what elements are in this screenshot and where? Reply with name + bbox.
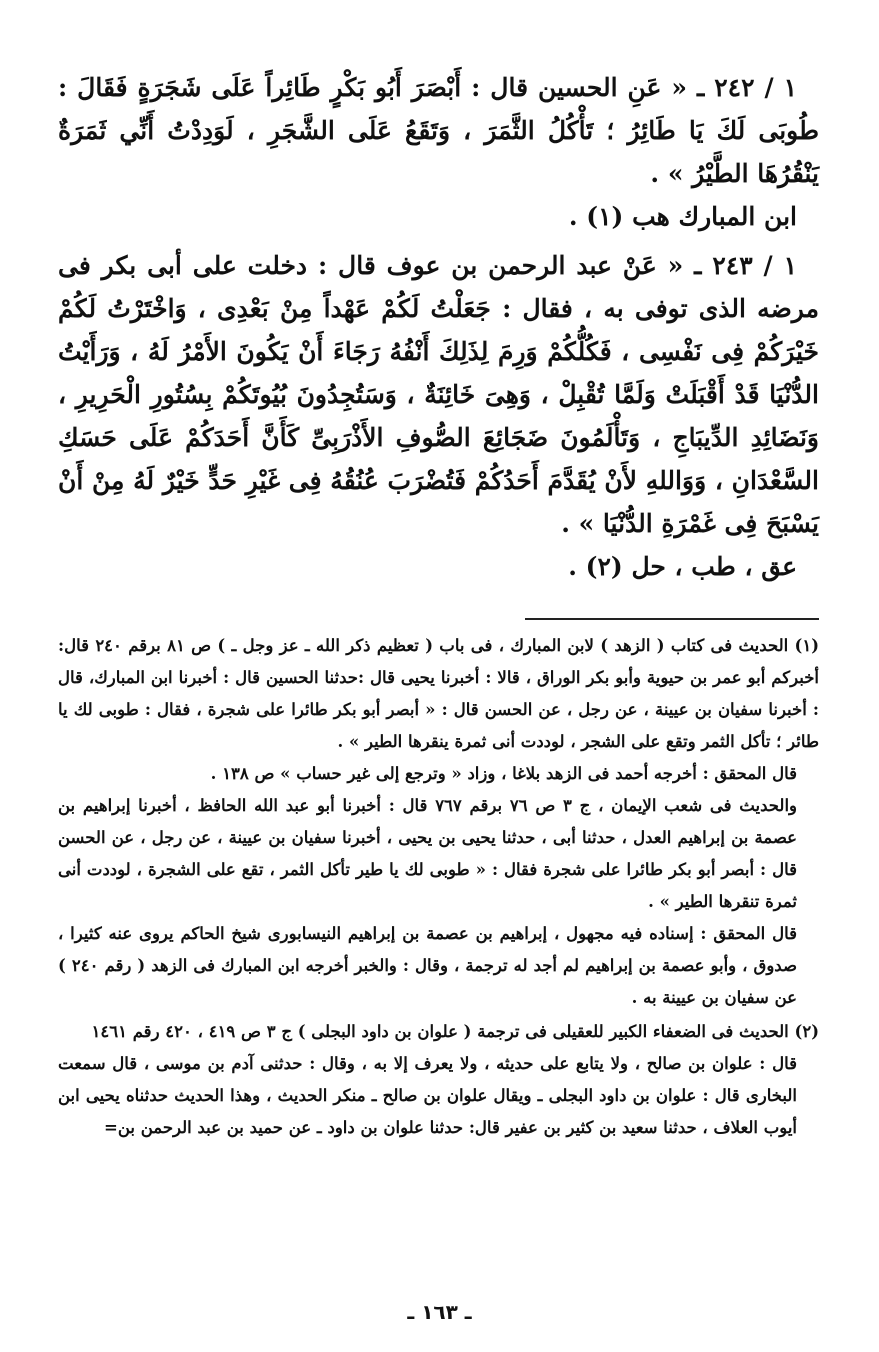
hadith-242: ١ / ٢٤٢ ـ « عَنِ الحسين قال : أَبْصَرَ أَبُو بَكْرٍ طَائِراً عَلَى شَجَرَةٍ فَقَالَ : طُوبَى لَكَ يَا طَائِرُ ؛ تَأْكُلُ الثَّمَرَ ، وَتَقَعُ عَلَى الشَّجَرِ ، لَوَدِدْتُ أَنِّي ثَمَرَةٌ يَنْقُرُهَا الطَّيْرُ » . [58,73,819,188]
footnote-1-para-2: قال المحقق : أخرجه أحمد فى الزهد بلاغا ، وزاد « وترجع إلى غير حساب » ص ١٣٨ . [210,764,797,783]
footnote-2-para-2: قال : علوان بن صالح ، ولا يتابع على حديثه ، ولا يعرف إلا به ، وقال : حدثنى آدم بن موسى ، قال سمعت البخارى قال : علوان بن داود البجلى ـ ويقال علوان بن صالح ـ منكر الحديث ، وهذا الحديث حدثناه يحيى ابن أيوب العلاف ، حدثنا سعيد بن كثير بن عفير قال: حدثنا علوان بن داود ـ عن حميد بن عبد الرحمن بن= [58,1054,797,1137]
footnote-2-text: (٢) الحديث فى الضعفاء الكبير للعقيلى فى ترجمة ( علوان بن داود البجلى ) ج ٣ ص ٤١٩ ، ٤٢٠ رقم ١٤٦١ [91,1022,819,1041]
footnote-1 [58,630,819,1014]
document-page [58,66,819,1352]
footnote-1-para-4: قال المحقق : إسناده فيه مجهول ، إبراهيم بن عصمة بن إبراهيم النيسابورى شيخ الحاكم يروى عنه كثيرا ، صدوق ، وأبو عصمة بن إبراهيم لم أجد له ترجمة ، وقال : والخبر أخرجه ابن المبارك فى الزهد ( رقم ٢٤٠ ) عن سفيان بن عيينة به . [58,924,797,1007]
footnotes [58,630,819,1144]
footnote-separator [525,618,819,620]
footnote-2 [58,1016,819,1144]
hadith-243-source: عق ، طب ، حل (٢) . [568,552,797,581]
page-number: ـ ١٦٣ ـ [407,1300,472,1324]
main-text [58,66,819,588]
footnote-1-text: (١) الحديث فى كتاب ( الزهد ) لابن المبارك ، فى باب ( تعظيم ذكر الله ـ عز وجل ـ ) ص ٨١ برقم ٢٤٠ قال: أخبركم أبو عمر بن حيوية وأبو بكر الوراق ، قالا : أخبرنا يحيى قال :حدثنا الحسين قال : أخبرنا ابن المبارك، قال : أخبرنا سفيان بن عيينة ، عن رجل ، عن الحسن قال : « أبصر أبو بكر طائرا على شجرة ، فقال : طوبى لك يا طائر ؛ تأكل الثمر وتقع على الشجر ، لوددت أنى ثمرة ينقرها الطير » . [58,636,819,751]
hadith-243: ١ / ٢٤٣ ـ « عَنْ عبد الرحمن بن عوف قال : دخلت على أبى بكر فى مرضه الذى توفى به ، فقال : جَعَلْتُ لَكُمْ عَهْداً مِنْ بَعْدِى ، وَاخْتَرْتُ لَكُمْ خَيْرَكُمْ فِى نَفْسِى ، فَكُلُّكُمْ وَرِمَ لِذَلِكَ أَنْفُهُ رَجَاءَ أَنْ يَكُونَ الأَمْرُ لَهُ ، وَرَأَيْتُ الدُّنْيَا قَدْ أَقْبَلَتْ وَلَمَّا تُقْبِلْ ، وَهِىَ خَائِنَةٌ ، وَسَتُجِدُونَ بُيُوتَكُمْ بِسُتُورِ الْحَرِيرِ ، وَنَضَائِدِ الدِّيبَاجِ ، وَتَأْلَمُونَ ضَجَائِعَ الصُّوفِ الأَذْرَبِىِّ كَأَنَّ أَحَدَكُمْ عَلَى حَسَكِ السَّعْدَانِ ، وَوَاللهِ لأَنْ يُقَدَّمَ أَحَدُكُمْ فَتُضْرَبَ عُنُقُهُ فِى غَيْرِ حَدٍّ خَيْرٌ لَهُ مِنْ أَنْ يَسْبَحَ فِى غَمْرَةِ الدُّنْيَا » . [58,251,819,538]
hadith-242-source: ابن المبارك هب (١) . [568,202,797,231]
footnote-1-para-3: والحديث فى شعب الإيمان ، ج ٣ ص ٧٦ برقم ٧٦٧ قال : أخبرنا أبو عبد الله الحافظ ، أخبرنا إبراهيم بن عصمة بن إبراهيم العدل ، حدثنا أبى ، حدثنا يحيى بن يحيى ، أخبرنا سفيان بن عيينة ، عن رجل ، عن الحسن قال : أبصر أبو بكر طائرا على شجرة فقال : « طوبى لك يا طير تأكل الثمر ، تقع على الشجرة ، لوددت أنى ثمرة تنقرها الطير » . [58,796,797,911]
